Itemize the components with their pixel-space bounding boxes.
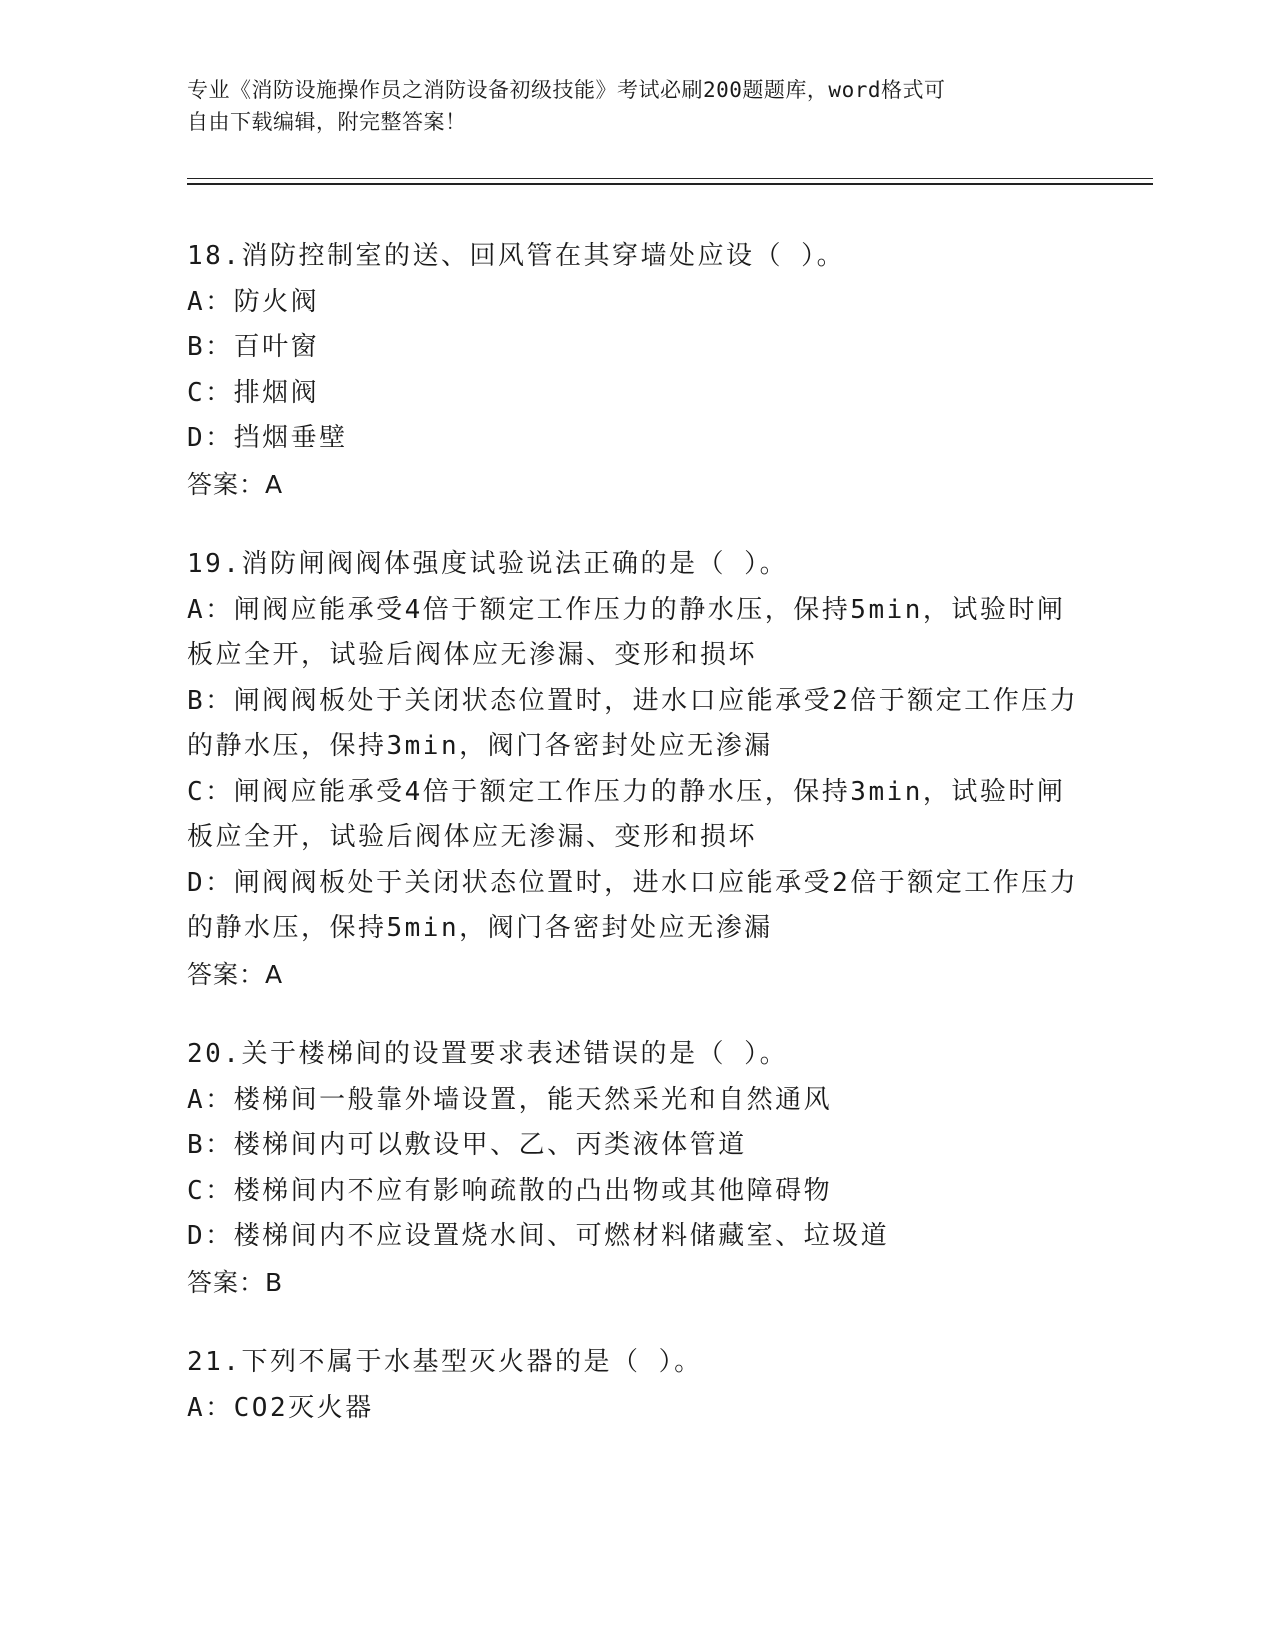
answer-label: 答案：A xyxy=(187,469,284,499)
option-c: C：楼梯间内不应有影响疏散的凸出物或其他障碍物 xyxy=(187,1175,833,1206)
question-21 xyxy=(187,1340,1087,1431)
question-18 xyxy=(187,234,1087,507)
option-d: D：闸阀阀板处于关闭状态位置时，进水口应能承受2倍于额定工作压力的静水压，保持5min，阀门各密封处应无渗漏 xyxy=(187,867,1079,943)
option-a: A：防火阀 xyxy=(187,286,320,317)
option-d: D：挡烟垂壁 xyxy=(187,423,348,453)
header-line-2: 自由下载编辑，附完整答案！ xyxy=(187,110,467,134)
option-a: A：闸阀应能承受4倍于额定工作压力的静水压，保持5min，试验时闸板应全开，试验后阀体应无渗漏、变形和损坏 xyxy=(187,594,1066,670)
option-c: C：排烟阀 xyxy=(187,377,320,408)
question-title: 19.消防闸阀阀体强度试验说法正确的是（ ）。 xyxy=(187,549,789,579)
answer-label: 答案：B xyxy=(187,1267,284,1297)
option-d: D：楼梯间内不应设置烧水间、可燃材料储藏室、垃圾道 xyxy=(187,1221,890,1251)
question-19 xyxy=(187,542,1087,997)
question-20 xyxy=(187,1032,1087,1305)
option-a: A：楼梯间一般靠外墙设置，能天然采光和自然通风 xyxy=(187,1084,833,1115)
option-b: B：闸阀阀板处于关闭状态位置时，进水口应能承受2倍于额定工作压力的静水压，保持3min，阀门各密封处应无渗漏 xyxy=(187,685,1079,761)
question-title: 18.消防控制室的送、回风管在其穿墙处应设（ ）。 xyxy=(187,241,846,271)
option-b: B：楼梯间内可以敷设甲、乙、丙类液体管道 xyxy=(187,1130,747,1160)
header-divider-thick xyxy=(187,183,1153,185)
document-header xyxy=(187,74,1067,138)
header-line-1: 专业《消防设施操作员之消防设备初级技能》考试必刷200题题库，word格式可 xyxy=(187,78,946,102)
header-divider-thin xyxy=(187,178,1153,179)
question-list xyxy=(187,234,1087,1466)
option-a: A：CO2灭火器 xyxy=(187,1392,374,1423)
question-title: 20.关于楼梯间的设置要求表述错误的是（ ）。 xyxy=(187,1039,789,1069)
option-b: B：百叶窗 xyxy=(187,332,320,362)
question-title: 21.下列不属于水基型灭火器的是（ ）。 xyxy=(187,1347,703,1377)
answer-label: 答案：A xyxy=(187,959,284,989)
option-c: C：闸阀应能承受4倍于额定工作压力的静水压，保持3min，试验时闸板应全开，试验后阀体应无渗漏、变形和损坏 xyxy=(187,776,1066,852)
